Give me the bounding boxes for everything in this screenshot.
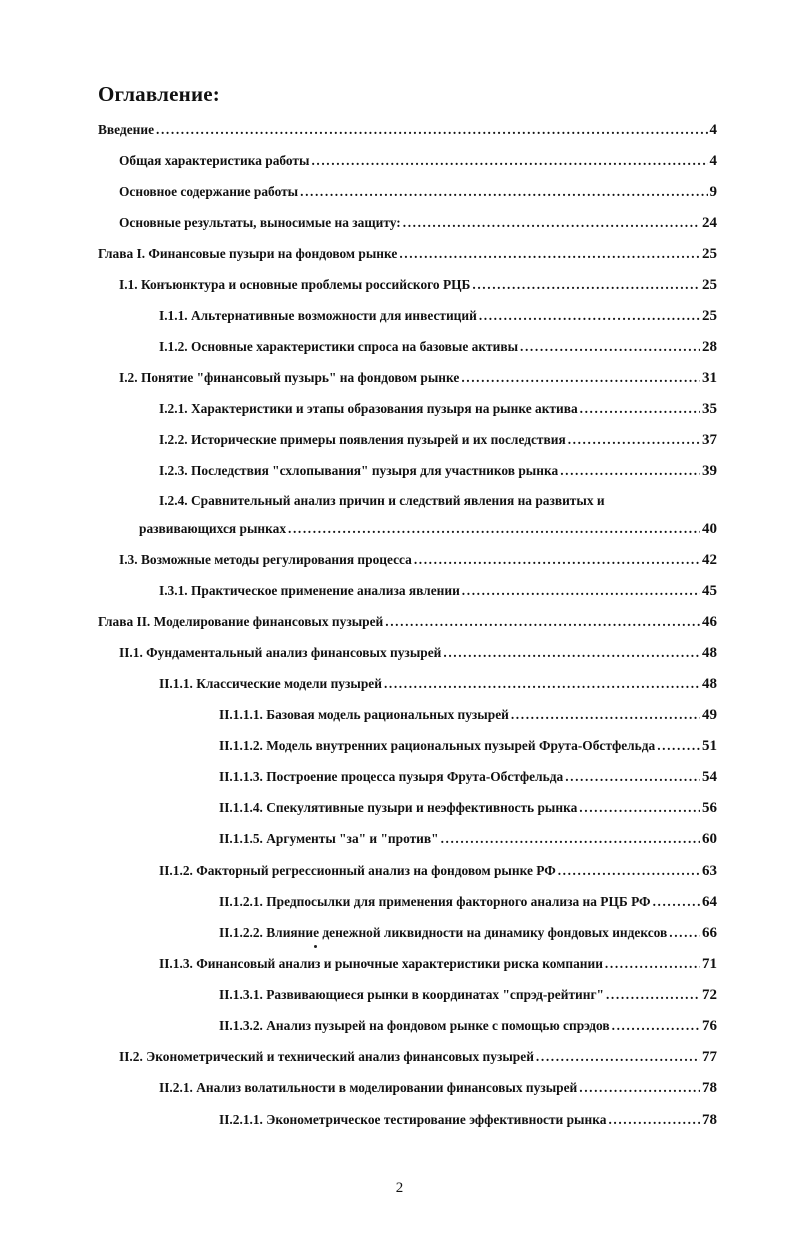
toc-entry-1-2-4-line1[interactable]: I.2.4. Сравнительный анализ причин и следствий явления на развитых и — [159, 493, 605, 508]
toc-entry-page: 48 — [702, 645, 717, 661]
toc-entry-page: 72 — [702, 987, 717, 1003]
toc-entry-page: 48 — [702, 676, 717, 692]
toc-entry-1-2-2[interactable] — [159, 430, 717, 450]
toc-entry-page: 40 — [702, 521, 717, 537]
toc-leader-dots — [520, 337, 700, 357]
toc-entry-2-1-2-1[interactable] — [219, 892, 717, 912]
toc-entry-2-1-3-2[interactable] — [219, 1016, 717, 1036]
toc-entry-page: 78 — [702, 1112, 717, 1128]
toc-leader-dots — [414, 550, 700, 570]
toc-leader-dots — [608, 1110, 700, 1130]
toc-entry-2-1-2[interactable] — [159, 861, 717, 881]
toc-entry-text: II.2.1.1. Эконометрическое тестирование эффективности рынка — [219, 1112, 607, 1127]
toc-entry-page: 77 — [702, 1049, 717, 1065]
toc-entry-page: 25 — [702, 277, 717, 293]
toc-entry-text: II.1.1.4. Спекулятивные пузыри и неэффективность рынка — [219, 800, 578, 815]
toc-leader-dots — [443, 643, 700, 663]
toc-entry-text: I.2.2. Исторические примеры появления пузырей и их последствия — [159, 432, 566, 447]
toc-entry-text: II.1.1.1. Базовая модель рациональных пузырей — [219, 707, 509, 722]
toc-entry-page: 35 — [702, 401, 717, 417]
toc-entry-text: II.1. Фундаментальный анализ финансовых пузырей — [119, 645, 442, 660]
toc-entry-1-3[interactable] — [119, 550, 717, 570]
toc-leader-dots — [669, 923, 700, 943]
toc-entry-text: II.1.3.2. Анализ пузырей на фондовом рынке с помощью спрэдов — [219, 1018, 610, 1033]
toc-entry-text: II.1.3. Финансовый анализ и рыночные характеристики риска компании — [159, 956, 603, 971]
toc-entry-chapter-1[interactable] — [98, 244, 717, 264]
toc-entry-2-2-1-1[interactable] — [219, 1110, 717, 1130]
toc-leader-dots — [565, 767, 700, 787]
toc-entry-2-1[interactable] — [119, 643, 717, 663]
toc-leader-dots — [579, 798, 700, 818]
toc-entry-text: II.1.2. Факторный регрессионный анализ на фондовом рынке РФ — [159, 863, 556, 878]
toc-entry-text: Введение — [98, 122, 155, 137]
toc-entry-text: II.2.1. Анализ волатильности в моделировании финансовых пузырей — [159, 1080, 578, 1095]
toc-entry-1-1-1[interactable] — [159, 306, 717, 326]
toc-entry-page: 37 — [702, 432, 717, 448]
toc-entry-2-1-1-2[interactable] — [219, 736, 717, 756]
toc-entry-page: 42 — [702, 552, 717, 568]
toc-entry-page: 76 — [702, 1018, 717, 1034]
toc-leader-dots — [558, 861, 700, 881]
toc-entry-text: Основное содержание работы — [119, 184, 299, 199]
toc-entry-text: Глава I. Финансовые пузыри на фондовом рынке — [98, 246, 398, 261]
toc-entry-text: II.1.1.5. Аргументы "за" и "против" — [219, 831, 439, 846]
toc-leader-dots — [612, 1016, 700, 1036]
toc-entry-page: 25 — [702, 246, 717, 262]
toc-entry-text: Основные результаты, выносимые на защиту: — [119, 215, 401, 230]
toc-entry-page: 39 — [702, 463, 717, 479]
toc-leader-dots — [472, 275, 700, 295]
toc-entry-text: II.1.1. Классические модели пузырей — [159, 676, 382, 691]
toc-entry-2-1-2-2[interactable] — [219, 923, 717, 943]
toc-leader-dots — [441, 829, 700, 849]
toc-entry-page: 78 — [702, 1080, 717, 1096]
toc-entry-page: 46 — [702, 614, 717, 630]
toc-leader-dots — [385, 612, 700, 632]
toc-entry-page: 56 — [702, 800, 717, 816]
toc-entry-text: I.2.3. Последствия "схлопывания" пузыря для участников рынка — [159, 463, 559, 478]
toc-entry-2-2[interactable] — [119, 1047, 717, 1067]
toc-entry-1-2[interactable] — [119, 368, 717, 388]
toc-entry-introduction[interactable] — [98, 120, 717, 140]
toc-entry-text: I.1.1. Альтернативные возможности для инвестиций — [159, 308, 477, 323]
toc-entry-page: 31 — [702, 370, 717, 386]
toc-leader-dots — [653, 892, 700, 912]
toc-leader-dots — [536, 1047, 700, 1067]
toc-entry-text: I.2.1. Характеристики и этапы образования пузыря на рынке актива — [159, 401, 578, 416]
toc-entry-2-1-1-1[interactable] — [219, 705, 717, 725]
toc-leader-dots — [156, 120, 707, 140]
toc-entry-text: II.1.2.1. Предпосылки для применения факторного анализа на РЦБ РФ — [219, 894, 651, 909]
toc-entry-page: 28 — [702, 339, 717, 355]
toc-entry-2-1-3-1[interactable] — [219, 985, 717, 1005]
toc-entry-text: II.1.3.1. Развивающиеся рынки в координатах "спрэд-рейтинг" — [219, 987, 604, 1002]
toc-entry-main-results[interactable] — [119, 213, 717, 233]
toc-entry-1-1[interactable] — [119, 275, 717, 295]
toc-leader-dots — [300, 182, 707, 202]
toc-entry-page: 45 — [702, 583, 717, 599]
toc-entry-page: 66 — [702, 925, 717, 941]
toc-entry-page: 60 — [702, 831, 717, 847]
toc-leader-dots — [568, 430, 700, 450]
page-number: 2 — [395, 1180, 404, 1196]
scan-speck — [314, 945, 317, 948]
toc-entry-text: Общая характеристика работы — [119, 153, 310, 168]
toc-leader-dots — [399, 244, 700, 264]
toc-entry-text: развивающихся рынках — [139, 521, 287, 536]
toc-entry-page: 63 — [702, 863, 717, 879]
toc-entry-text: I.3.1. Практическое применение анализа явлении — [159, 583, 460, 598]
toc-entry-text: I.1.2. Основные характеристики спроса на базовые активы — [159, 339, 519, 354]
toc-entry-1-2-4[interactable] — [139, 519, 717, 539]
toc-leader-dots — [657, 736, 700, 756]
toc-leader-dots — [403, 213, 700, 233]
toc-leader-dots — [288, 519, 700, 539]
toc-entry-text: II.1.2.2. Влияние денежной ликвидности на динамику фондовых индексов — [219, 925, 668, 940]
toc-entry-text: I.3. Возможные методы регулирования процесса — [119, 552, 412, 567]
toc-entry-main-content[interactable] — [119, 182, 717, 202]
toc-entry-text: II.2. Эконометрический и технический анализ финансовых пузырей — [119, 1049, 534, 1064]
toc-entry-page: 4 — [709, 153, 717, 169]
toc-leader-dots — [606, 985, 700, 1005]
toc-entry-page: 24 — [702, 215, 717, 231]
toc-entry-1-2-1[interactable] — [159, 399, 717, 419]
toc-entry-page: 71 — [702, 956, 717, 972]
toc-entry-general-characteristics[interactable] — [119, 151, 717, 171]
toc-leader-dots — [580, 399, 700, 419]
toc-entry-page: 49 — [702, 707, 717, 723]
toc-leader-dots — [461, 368, 700, 388]
toc-entry-2-1-3[interactable] — [159, 954, 717, 974]
toc-leader-dots — [605, 954, 700, 974]
toc-entry-page: 9 — [709, 184, 717, 200]
toc-entry-1-3-1[interactable] — [159, 581, 717, 601]
toc-entry-page: 25 — [702, 308, 717, 324]
toc-entry-text: I.1. Конъюнктура и основные проблемы российского РЦБ — [119, 277, 471, 292]
toc-entry-2-2-1[interactable] — [159, 1078, 717, 1098]
toc-leader-dots — [479, 306, 700, 326]
toc-entry-text: Глава II. Моделирование финансовых пузырей — [98, 614, 384, 629]
toc-entry-chapter-2[interactable] — [98, 612, 717, 632]
toc-leader-dots — [560, 461, 700, 481]
toc-entry-text: II.1.1.2. Модель внутренних рациональных пузырей Фрута-Обстфельда — [219, 738, 656, 753]
toc-leader-dots — [384, 674, 700, 694]
toc-entry-1-1-2[interactable] — [159, 337, 717, 357]
toc-entry-2-1-1-3[interactable] — [219, 767, 717, 787]
toc-entry-page: 51 — [702, 738, 717, 754]
toc-entry-text: I.2. Понятие "финансовый пузырь" на фондовом рынке — [119, 370, 460, 385]
toc-entry-page: 54 — [702, 769, 717, 785]
toc-leader-dots — [462, 581, 700, 601]
toc-leader-dots — [511, 705, 700, 725]
toc-entry-page: 4 — [709, 122, 717, 138]
toc-entry-page: 64 — [702, 894, 717, 910]
toc-entry-2-1-1-4[interactable] — [219, 798, 717, 818]
toc-leader-dots — [579, 1078, 700, 1098]
toc-title: Оглавление: — [98, 82, 220, 106]
toc-entry-text: II.1.1.3. Построение процесса пузыря Фрута-Обстфельда — [219, 769, 564, 784]
toc-leader-dots — [311, 151, 707, 171]
toc-entry-1-2-3[interactable] — [159, 461, 717, 481]
toc-entry-2-1-1[interactable] — [159, 674, 717, 694]
toc-entry-2-1-1-5[interactable] — [219, 829, 717, 849]
